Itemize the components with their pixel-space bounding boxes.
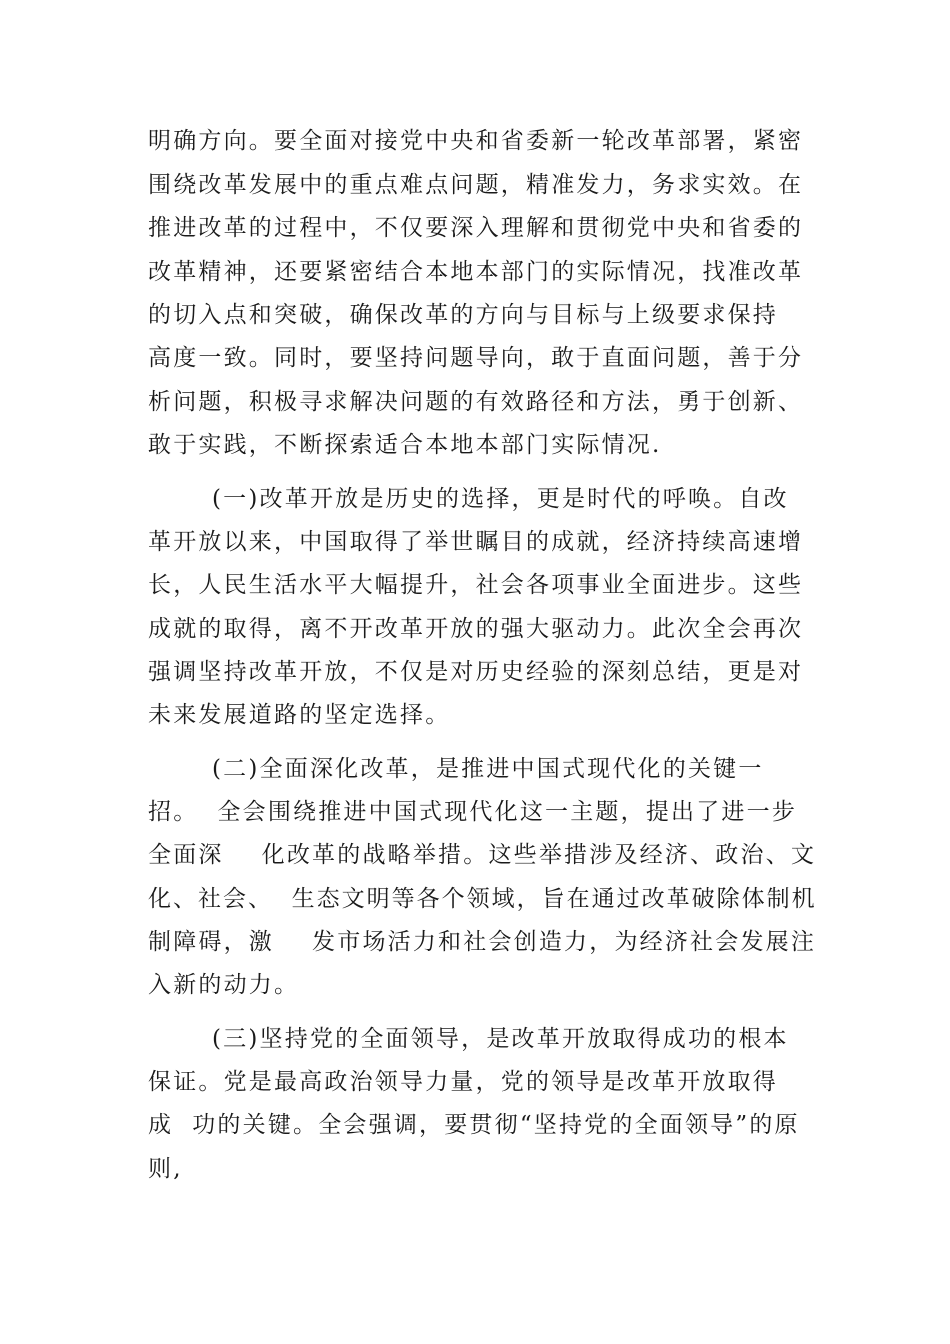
section-3-heading-line: (三)坚持党的全面领导，是改革开放取得成功的根本 <box>212 1026 789 1052</box>
paragraph-line: 的切入点和突破，确保改革的方向与目标与上级要求保持 <box>148 302 778 328</box>
paragraph-line: 未来发展道路的坚定选择。 <box>148 702 451 728</box>
paragraph-line: 入新的动力。 <box>148 972 300 998</box>
paragraph-line: 敢于实践，不断探索适合本地本部门实际情况. <box>148 432 662 458</box>
paragraph-line: 析问题，积极寻求解决问题的有效路径和方法，勇于创新、 <box>148 389 804 415</box>
paragraph-line: 保证。党是最高政治领导力量，党的领导是改革开放取得 <box>148 1069 778 1095</box>
paragraph-line: 制障碍，激 发市场活力和社会创造力，为经济社会发展注 <box>148 929 817 955</box>
paragraph-line: 围绕改革发展中的重点难点问题，精准发力，务求实效。在 <box>148 172 804 198</box>
section-1-heading-line: (一)改革开放是历史的选择，更是时代的呼唤。自改 <box>212 486 789 512</box>
paragraph-line: 长，人民生活水平大幅提升，社会各项事业全面进步。这些 <box>148 572 804 598</box>
paragraph-line: 成就的取得，离不开改革开放的强大驱动力。此次全会再次 <box>148 616 804 642</box>
paragraph-line: 改革精神，还要紧密结合本地本部门的实际情况，找准改革 <box>148 259 804 285</box>
paragraph-line: 化、社会、 生态文明等各个领域，旨在通过改革破除体制机 <box>148 886 817 912</box>
paragraph-line: 强调坚持改革开放，不仅是对历史经验的深刻总结，更是对 <box>148 659 804 685</box>
paragraph-line: 成 功的关键。全会强调，要贯彻“坚持党的全面领导”的原 <box>148 1112 800 1138</box>
paragraph-line: 全面深 化改革的战略举措。这些举措涉及经济、政治、文 <box>148 842 817 868</box>
paragraph-line: 则, <box>148 1156 183 1182</box>
paragraph-line: 明确方向。要全面对接党中央和省委新一轮改革部署，紧密 <box>148 128 804 154</box>
section-2-heading-line: (二)全面深化改革，是推进中国式现代化的关键一 <box>212 756 764 782</box>
paragraph-line: 招。 全会围绕推进中国式现代化这一主题，提出了进一步 <box>148 799 798 825</box>
paragraph-line: 推进改革的过程中，不仅要深入理解和贯彻党中央和省委的 <box>148 215 804 241</box>
paragraph-line: 高度一致。同时，要坚持问题导向，敢于直面问题，善于分 <box>148 345 804 371</box>
paragraph-line: 革开放以来，中国取得了举世瞩目的成就，经济持续高速增 <box>148 529 804 555</box>
